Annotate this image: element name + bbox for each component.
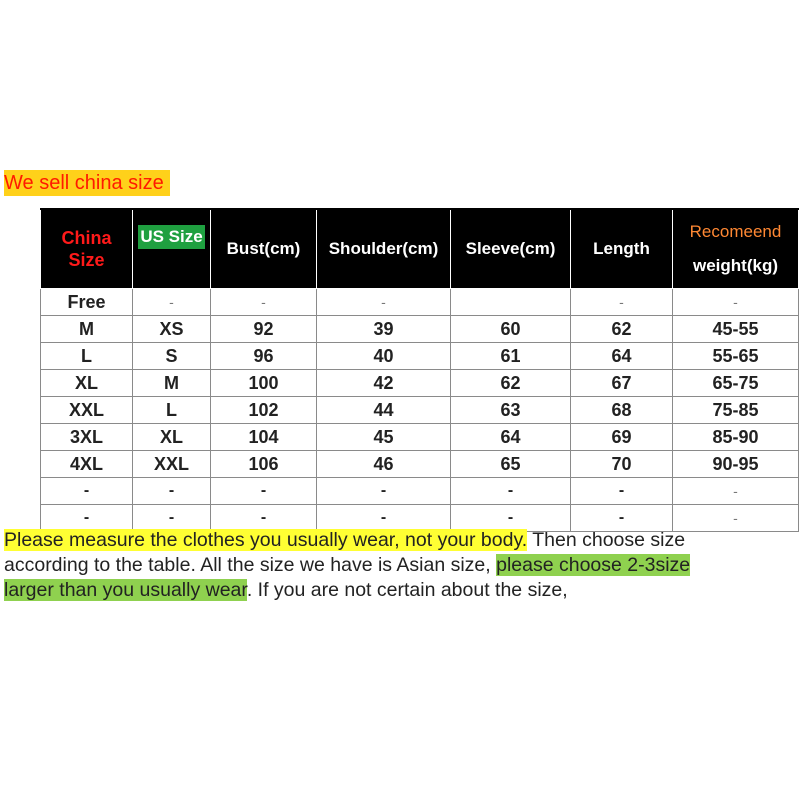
table-cell: 45 [317, 424, 451, 451]
table-cell: Free [41, 289, 133, 316]
table-cell: 61 [451, 343, 571, 370]
table-cell: - [133, 505, 211, 532]
table-cell: 92 [211, 316, 317, 343]
header-size-label: Size [68, 250, 105, 270]
table-cell: 104 [211, 424, 317, 451]
table-cell: 42 [317, 370, 451, 397]
table-cell: 85-90 [673, 424, 799, 451]
measure-note-text: Then choose size according to the table. All the size we have is Asian size, [4, 529, 686, 576]
table-row [41, 397, 799, 424]
table-cell: 68 [571, 397, 673, 424]
table-cell: 40 [317, 343, 451, 370]
table-cell: - [317, 289, 451, 316]
table-row [41, 424, 799, 451]
choose-larger-highlight: please choose 2-3size larger than you usually wear [4, 554, 691, 601]
table-row [41, 451, 799, 478]
table-cell: 46 [317, 451, 451, 478]
us-size-badge: US Size [138, 225, 204, 249]
table-cell: L [133, 397, 211, 424]
table-cell: 100 [211, 370, 317, 397]
header-recommend-weight [673, 209, 799, 289]
table-cell: - [211, 478, 317, 505]
table-cell: 102 [211, 397, 317, 424]
table-row [41, 316, 799, 343]
table-cell: - [41, 478, 133, 505]
table-cell: 55-65 [673, 343, 799, 370]
table-cell: - [571, 478, 673, 505]
table-cell: L [41, 343, 133, 370]
table-cell: - [673, 505, 799, 532]
size-chart-table [40, 208, 799, 532]
table-cell: - [133, 289, 211, 316]
table-cell: - [41, 505, 133, 532]
table-cell: 60 [451, 316, 571, 343]
table-row [41, 370, 799, 397]
table-cell: - [673, 478, 799, 505]
header-china-label: China [61, 228, 112, 248]
measure-note-highlight: Please measure the clothes you usually wear, not your body. [4, 529, 528, 551]
table-cell: - [571, 289, 673, 316]
table-cell: 65-75 [673, 370, 799, 397]
header-recommend-label: Recomeend [689, 222, 782, 241]
table-cell: 63 [451, 397, 571, 424]
table-cell: XL [133, 424, 211, 451]
header-weight-label: weight(kg) [693, 256, 778, 275]
table-cell: S [133, 343, 211, 370]
table-cell: - [211, 505, 317, 532]
table-cell: - [317, 505, 451, 532]
table-cell: 44 [317, 397, 451, 424]
table-cell: 75-85 [673, 397, 799, 424]
header-china-size [41, 209, 133, 289]
table-cell: - [211, 289, 317, 316]
table-cell: 64 [571, 343, 673, 370]
table-cell: 106 [211, 451, 317, 478]
uncertain-note-text: . If you are not certain about the size, [246, 579, 568, 601]
table-row [41, 289, 799, 316]
table-cell: M [41, 316, 133, 343]
table-cell: XS [133, 316, 211, 343]
table-cell: M [133, 370, 211, 397]
table-cell: 4XL [41, 451, 133, 478]
table-cell: 96 [211, 343, 317, 370]
table-cell: 65 [451, 451, 571, 478]
size-instructions [4, 528, 724, 603]
table-cell: 3XL [41, 424, 133, 451]
china-size-banner: We sell china size [4, 170, 170, 196]
header-length: Length [571, 209, 673, 289]
table-cell: 39 [317, 316, 451, 343]
table-header-row [41, 209, 799, 289]
table-cell: 45-55 [673, 316, 799, 343]
table-cell: 70 [571, 451, 673, 478]
table-cell: 62 [571, 316, 673, 343]
table-cell: 90-95 [673, 451, 799, 478]
table-row [41, 343, 799, 370]
table-cell: - [451, 478, 571, 505]
table-cell: 62 [451, 370, 571, 397]
header-us-size [133, 209, 211, 289]
table-cell: XXL [41, 397, 133, 424]
header-shoulder: Shoulder(cm) [317, 209, 451, 289]
table-cell: 67 [571, 370, 673, 397]
header-bust: Bust(cm) [211, 209, 317, 289]
table-cell [451, 289, 571, 316]
table-cell: - [673, 289, 799, 316]
header-sleeve: Sleeve(cm) [451, 209, 571, 289]
table-cell: - [571, 505, 673, 532]
table-cell: 64 [451, 424, 571, 451]
table-cell: - [317, 478, 451, 505]
table-cell: XXL [133, 451, 211, 478]
table-row [41, 478, 799, 505]
table-cell: XL [41, 370, 133, 397]
table-cell: 69 [571, 424, 673, 451]
table-cell: - [451, 505, 571, 532]
table-cell: - [133, 478, 211, 505]
